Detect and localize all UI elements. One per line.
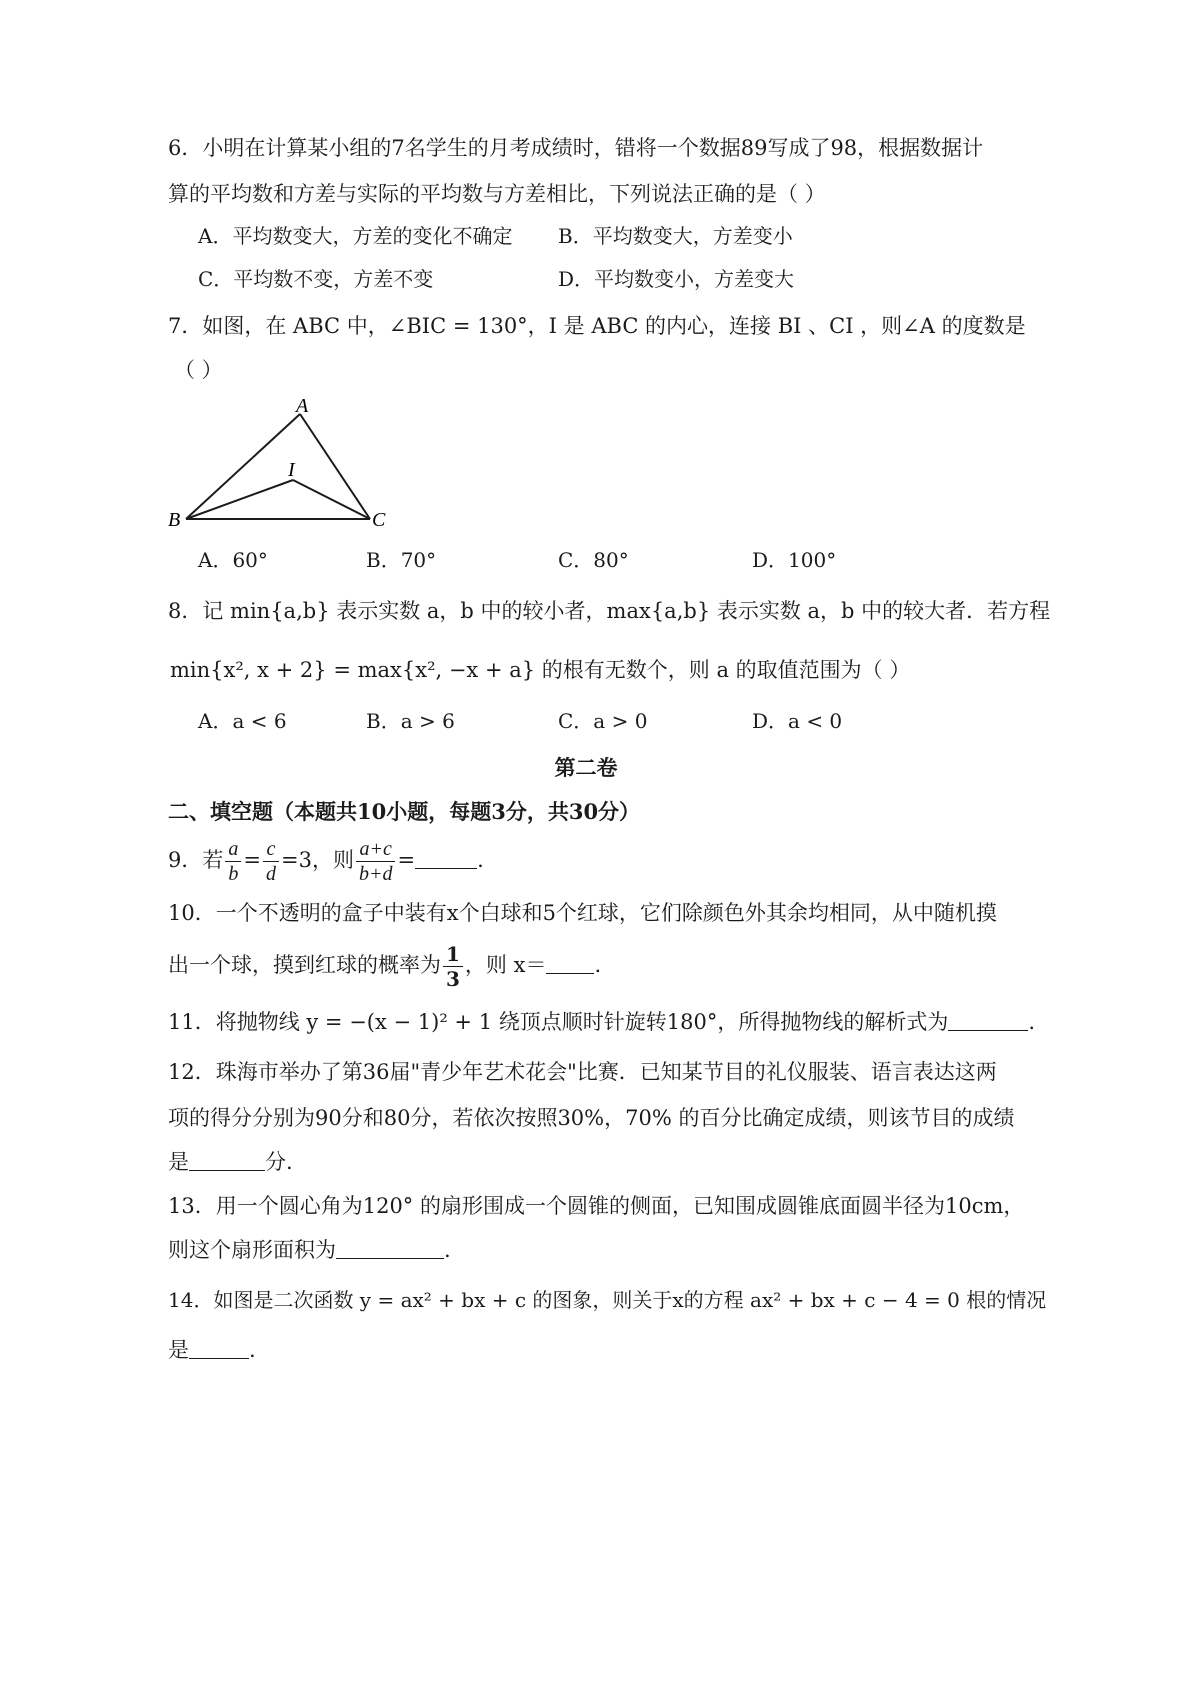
q8-option-c: C．a > 0 (558, 709, 648, 733)
q12-line3-prefix: 是 (168, 1150, 189, 1174)
section-title: 第二卷 (554, 755, 618, 780)
q10-line2-mid: ，则 x＝ (464, 953, 547, 977)
q9-fraction-a-over-b: $\frac{a}{b}$ (225, 837, 241, 886)
q9-answer-blank[interactable] (415, 848, 477, 869)
q10-fraction-one-third: $\frac{1}{3}$ (443, 942, 463, 991)
q7-line2: （ ） (174, 358, 223, 382)
q12-line3 (168, 1148, 293, 1176)
q14-line2-prefix: 是 (168, 1338, 189, 1362)
q7-option-d: D．100° (752, 548, 837, 572)
q10-answer-blank[interactable] (546, 953, 594, 974)
q11-text: 11．将抛物线 y = −(x − 1)² + 1 绕顶点顺时针旋转180°，所得抛物线的解析式为 (168, 1010, 949, 1034)
q14-line1: 14．如图是二次函数 y = ax² + bx + c 的图象，则关于x的方程 ax² + bx + c − 4 = 0 根的情况 (168, 1288, 1047, 1312)
q7-option-a: A．60° (198, 548, 268, 572)
q7-line1: 7．如图，在 ABC 中，∠BIC = 130°，I 是 ABC 的内心，连接 BI 、CI ，则∠A 的度数是 (168, 314, 1026, 338)
q8-option-d: D．a < 0 (752, 709, 843, 733)
q7-option-b: B．70° (366, 548, 437, 572)
section-heading: 二、填空题（本题共10小题，每题3分，共30分） (168, 799, 641, 824)
q6-option-d: D．平均数变小，方差变大 (558, 267, 795, 291)
segment-ci (293, 480, 370, 519)
q14-line2 (168, 1336, 256, 1364)
q9-end: . (477, 848, 484, 872)
q13-end: . (444, 1238, 451, 1262)
q6-option-a: A．平均数变大，方差的变化不确定 (198, 224, 513, 248)
q9-fraction-c-over-d: $\frac{c}{d}$ (263, 837, 279, 886)
q13-line2-prefix: 则这个扇形面积为 (168, 1238, 336, 1262)
segment-bi (186, 480, 293, 519)
q11-answer-blank[interactable] (948, 1010, 1028, 1031)
q12-line1: 12．珠海市举办了第36届"青少年艺术花会"比赛．已知某节目的礼仪服装、语言表达这两 (168, 1060, 997, 1084)
q9-prefix: 9．若 (168, 848, 224, 872)
q14-end: . (249, 1338, 256, 1362)
q9-fraction-sum: $\frac{a+c}{b+d}$ (356, 837, 396, 886)
q6-option-c: C．平均数不变，方差不变 (198, 267, 434, 291)
q12-line2: 项的得分分别为90分和80分，若依次按照30%，70% 的百分比确定成绩，则该节目的成绩 (168, 1106, 1015, 1130)
q11-line (168, 1008, 1035, 1036)
label-c: C (372, 509, 386, 531)
q13-line1: 13．用一个圆心角为120° 的扇形围成一个圆锥的侧面，已知围成圆锥底面圆半径为10cm， (168, 1194, 1025, 1218)
q9-equals-2: = (397, 848, 416, 872)
q6-option-b: B．平均数变大，方差变小 (558, 224, 793, 248)
edge-ac (300, 414, 370, 519)
q12-line3-suffix: 分. (265, 1150, 293, 1174)
label-a: A (296, 395, 309, 417)
q10-line1: 10．一个不透明的盒子中装有x个白球和5个红球，它们除颜色外其余均相同，从中随机摸 (168, 901, 997, 925)
label-b: B (168, 509, 181, 531)
q13-line2 (168, 1236, 451, 1264)
q9-equals: = (243, 848, 261, 872)
q8-option-b: B．a > 6 (366, 709, 455, 733)
q6-line1: 6．小明在计算某小组的7名学生的月考成绩时，错将一个数据89写成了98，根据数据计 (168, 136, 984, 160)
q13-answer-blank[interactable] (336, 1238, 444, 1259)
q8-line2: min{x², x + 2} = max{x², −x + a} 的根有无数个，则 a 的取值范围为（ ） (170, 658, 911, 682)
q10-line2-prefix: 出一个球，摸到红球的概率为 (168, 953, 441, 977)
q10-line2 (168, 939, 601, 991)
q9-mid: =3，则 (280, 848, 354, 872)
q6-line2: 算的平均数和方差与实际的平均数与方差相比，下列说法正确的是（ ） (168, 182, 826, 206)
edge-ab (186, 414, 300, 519)
q8-line1: 8．记 min{a,b} 表示实数 a，b 中的较小者，max{a,b} 表示实数 a，b 中的较大者．若方程 (168, 599, 1051, 623)
q10-end: . (594, 953, 602, 977)
q9-line (168, 834, 484, 886)
q14-answer-blank[interactable] (189, 1338, 249, 1359)
q8-option-a: A．a < 6 (198, 709, 287, 733)
triangle-figure (160, 390, 400, 540)
q7-option-c: C．80° (558, 548, 629, 572)
label-i: I (288, 459, 295, 481)
q11-end: . (1028, 1010, 1036, 1034)
q12-answer-blank[interactable] (189, 1150, 265, 1171)
